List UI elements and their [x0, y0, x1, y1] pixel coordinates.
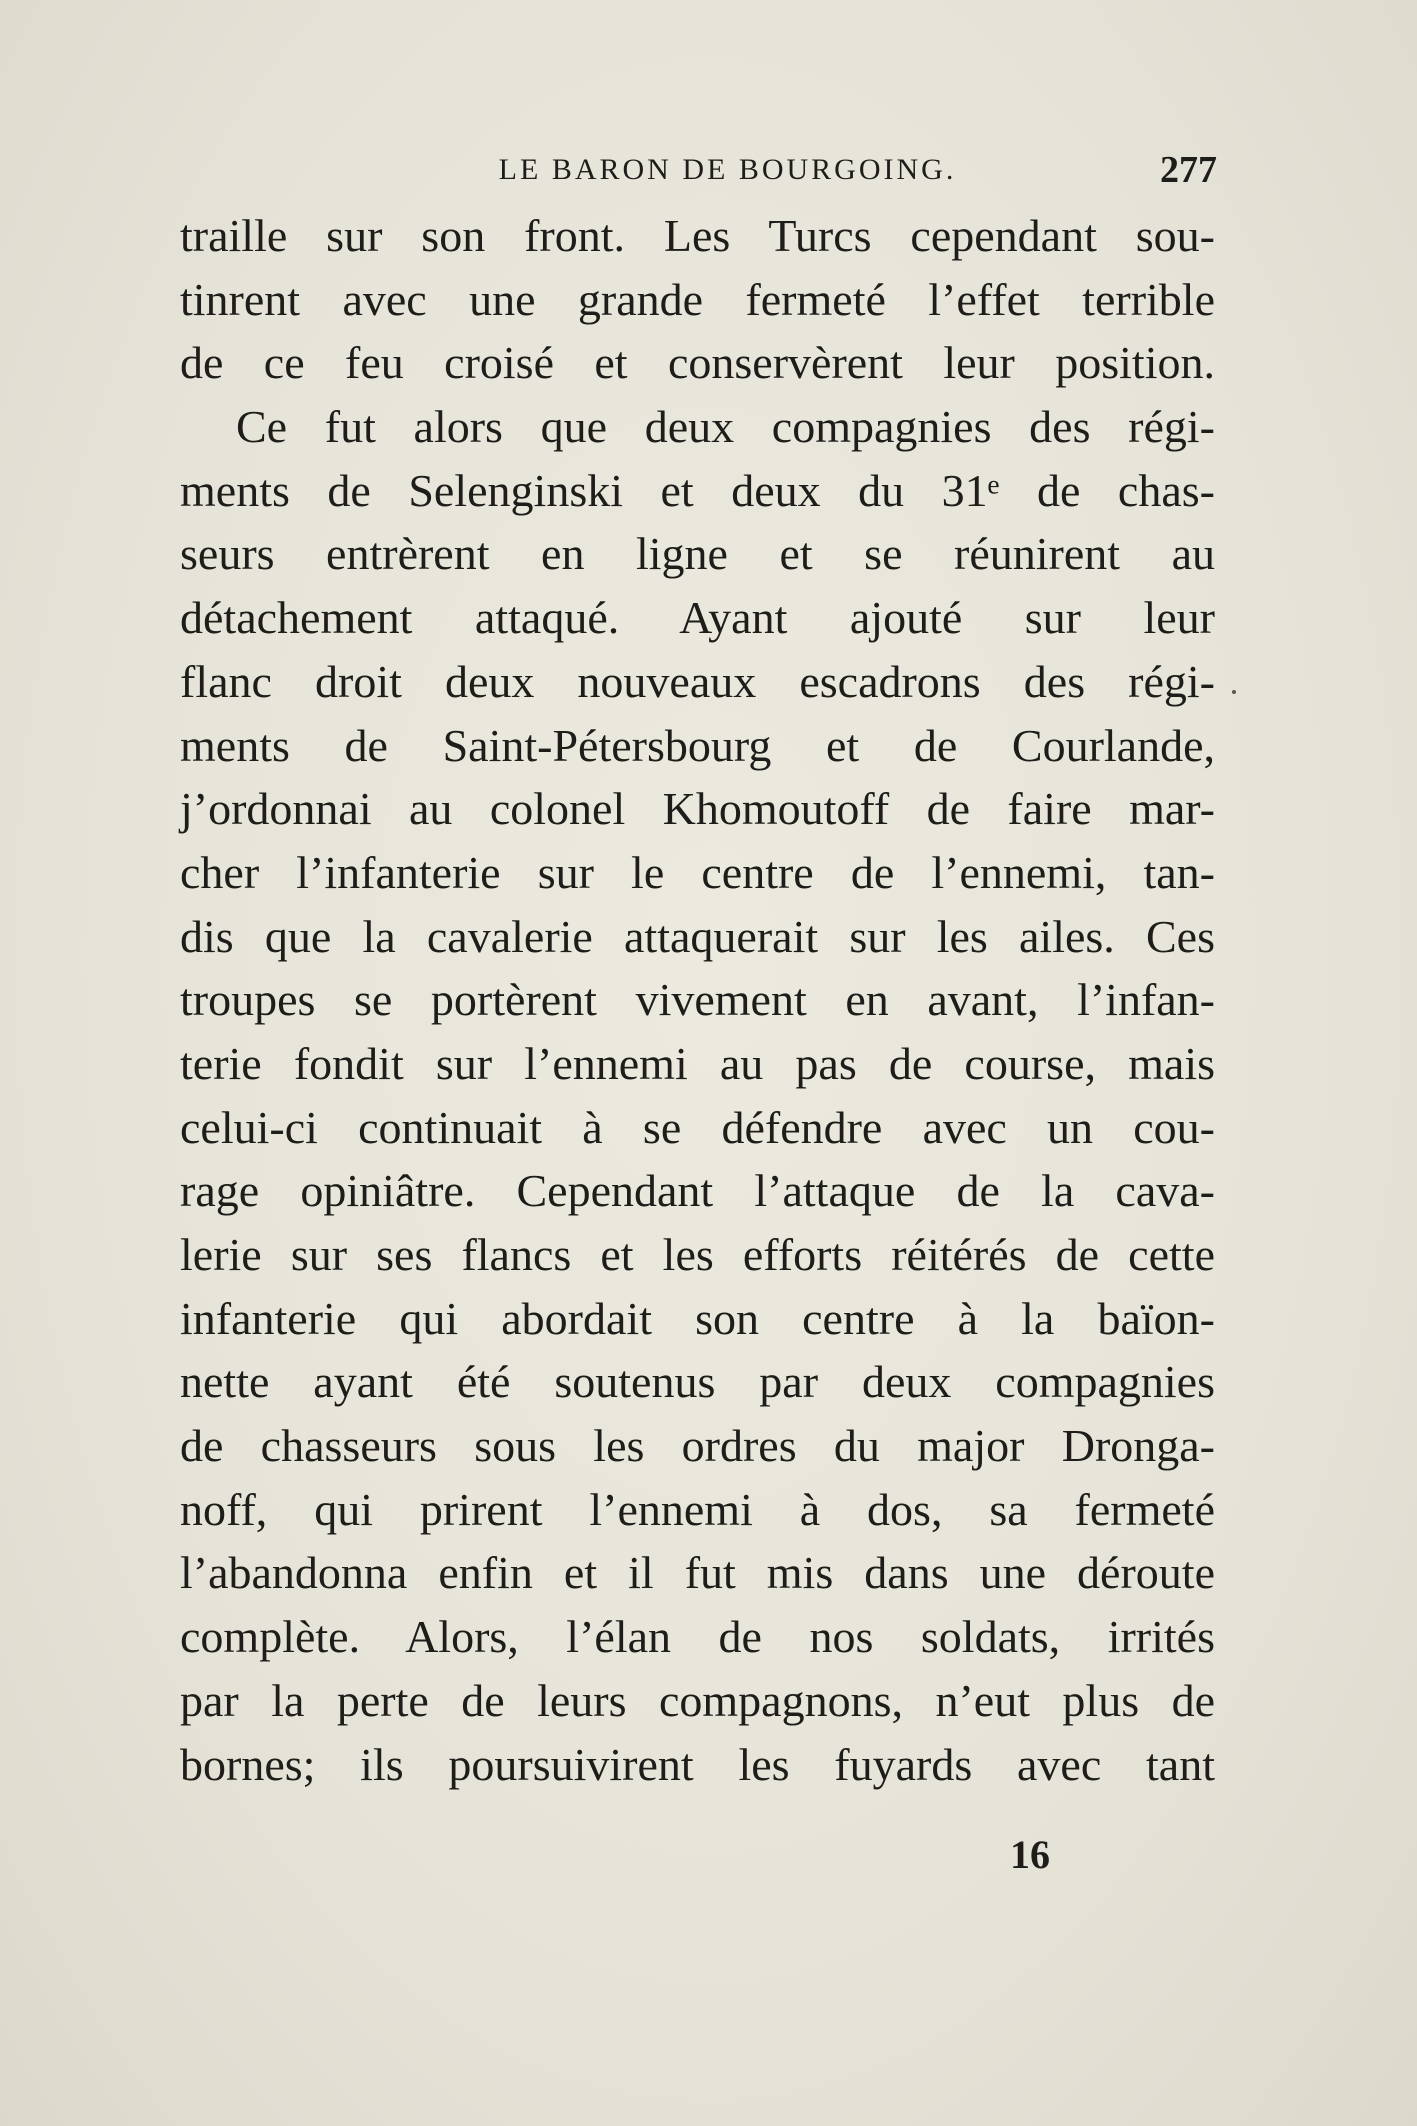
text-line: Ce fut alors que deux compagnies des régi-	[236, 401, 1215, 453]
text-line: bornes; ils poursuivirent les fuyards avec tant	[180, 1738, 1215, 1790]
ink-speck	[1232, 690, 1236, 694]
running-head	[180, 140, 1215, 200]
text-line: l’abandonna enfin et il fut mis dans une déroute	[180, 1547, 1215, 1599]
text-line: rage opiniâtre. Cependant l’attaque de la cava-	[180, 1165, 1215, 1217]
text-line: seurs entrèrent en ligne et se réunirent au	[180, 528, 1215, 580]
text-line: de ce feu croisé et conservèrent leur position.	[180, 337, 1215, 389]
text-line: ments de Selenginski et deux du 31ᵉ de chas-	[180, 464, 1215, 516]
text-line: détachement attaqué. Ayant ajouté sur leur	[180, 592, 1215, 644]
text-line: terie fondit sur l’ennemi au pas de course, mais	[180, 1037, 1215, 1089]
page-number: 277	[1160, 149, 1217, 191]
text-line: complète. Alors, l’élan de nos soldats, irrités	[180, 1611, 1215, 1663]
text-line: flanc droit deux nouveaux escadrons des régi-	[180, 655, 1215, 707]
text-line: troupes se portèrent vivement en avant, l’infan-	[180, 974, 1215, 1026]
text-line: tinrent avec une grande fermeté l’effet terrible	[180, 273, 1215, 325]
text-line: noff, qui prirent l’ennemi à dos, sa fermeté	[180, 1483, 1215, 1535]
text-line: celui-ci continuait à se défendre avec un cou-	[180, 1101, 1215, 1153]
text-line: cher l’infanterie sur le centre de l’ennemi, tan-	[180, 846, 1215, 898]
text-line: dis que la cavalerie attaquerait sur les ailes. Ces	[180, 910, 1215, 962]
signature-mark: 16	[1010, 1832, 1050, 1877]
running-head-title: LE BARON DE BOURGOING.	[498, 153, 957, 186]
body-text	[180, 204, 1215, 1796]
text-line: nette ayant été soutenus par deux compagnies	[180, 1356, 1215, 1408]
text-line: de chasseurs sous les ordres du major Dronga-	[180, 1420, 1215, 1472]
text-line: traille sur son front. Les Turcs cependant sou-	[180, 210, 1215, 261]
text-line: infanterie qui abordait son centre à la baïon-	[180, 1292, 1215, 1344]
text-line: lerie sur ses flancs et les efforts réitérés de cette	[180, 1229, 1215, 1280]
text-line: par la perte de leurs compagnons, n’eut plus de	[180, 1674, 1215, 1726]
text-line: ments de Saint-Pétersbourg et de Courlande,	[180, 719, 1215, 771]
text-line: j’ordonnai au colonel Khomoutoff de faire mar-	[180, 783, 1215, 835]
